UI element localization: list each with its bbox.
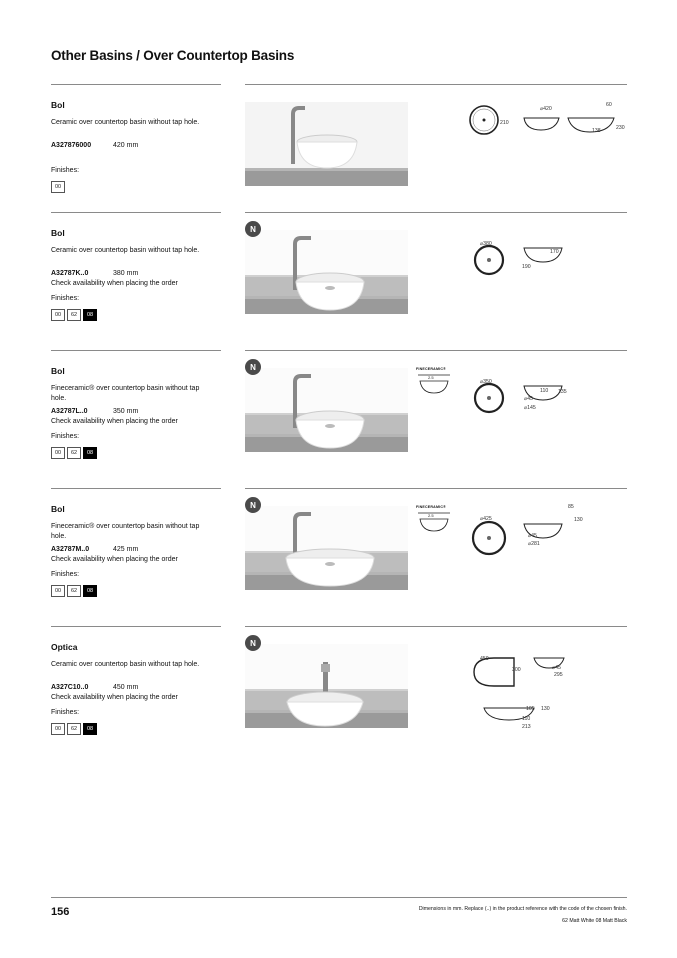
dimension-label: 60 xyxy=(606,102,612,108)
product-reference: A327876000 xyxy=(51,142,92,149)
finish-swatches xyxy=(51,447,97,459)
dimension-label: ⌀420 xyxy=(540,106,552,112)
product-reference-line xyxy=(51,141,138,151)
product-name: Bol xyxy=(51,100,65,110)
finish-swatches xyxy=(51,181,65,193)
dimension-label: 230 xyxy=(616,125,625,131)
product-reference: A32787M..0 xyxy=(51,546,90,553)
product-section xyxy=(51,350,627,488)
product-name: Bol xyxy=(51,228,65,238)
dimension-label: ⌀45 xyxy=(528,533,537,539)
dimension-label: ⌀425 xyxy=(480,516,492,522)
dimension-label: 130 xyxy=(541,706,550,712)
technical-drawing xyxy=(464,638,627,733)
dimension-label: 110 xyxy=(522,716,531,722)
svg-text:2.5: 2.5 xyxy=(428,375,434,380)
dimension-drawing xyxy=(464,96,627,191)
finish-swatches xyxy=(51,723,97,735)
svg-text:2.5: 2.5 xyxy=(428,513,434,518)
dimension-label: 213 xyxy=(522,724,531,730)
dimension-label: 138 xyxy=(592,128,601,134)
product-reference: A32787L..0 xyxy=(51,408,88,415)
page-number: 156 xyxy=(51,906,70,918)
dimension-label: 85 xyxy=(568,504,574,510)
product-description: Ceramic over countertop basin without tap hole. xyxy=(51,661,200,668)
finish-swatch-00[interactable]: 00 xyxy=(51,585,65,597)
finish-swatch-00[interactable]: 00 xyxy=(51,309,65,321)
finish-swatch-00[interactable]: 00 xyxy=(51,181,65,193)
product-size: 450 mm xyxy=(113,684,139,691)
finish-swatch-62[interactable]: 62 xyxy=(67,309,81,321)
product-reference: A327C10..0 xyxy=(51,684,89,691)
finish-swatch-62[interactable]: 62 xyxy=(67,447,81,459)
section-divider xyxy=(467,84,627,85)
product-photo xyxy=(245,368,408,452)
new-badge: N xyxy=(245,359,261,375)
product-photo xyxy=(245,506,408,590)
product-name: Bol xyxy=(51,366,65,376)
product-description: Ceramic over countertop basin without tap hole. xyxy=(51,247,200,254)
product-size: 380 mm xyxy=(113,270,139,277)
footer-divider xyxy=(51,897,627,898)
finish-legend: 62 Matt White 08 Matt Black xyxy=(562,918,627,924)
section-divider xyxy=(51,488,221,489)
product-description: Ceramic over countertop basin without tap hole. xyxy=(51,119,200,126)
product-description: Fineceramic® over countertop basin without tap hole. xyxy=(51,385,200,402)
product-name: Bol xyxy=(51,504,65,514)
dimension-label: 300 xyxy=(512,667,521,673)
product-reference: A32787K..0 xyxy=(51,270,89,277)
product-reference-line xyxy=(51,269,178,289)
product-name: Optica xyxy=(51,642,78,652)
dimension-label: ⌀45 xyxy=(552,665,561,671)
product-photo xyxy=(245,230,408,314)
finishes-label: Finishes: xyxy=(51,571,80,578)
page-title: Other Basins / Over Countertop Basins xyxy=(51,48,295,63)
finish-swatch-08[interactable]: 08 xyxy=(83,309,97,321)
finish-swatch-00[interactable]: 00 xyxy=(51,723,65,735)
section-divider xyxy=(51,212,221,213)
dimension-label: 170 xyxy=(550,249,559,255)
product-section xyxy=(51,84,627,222)
section-divider xyxy=(467,626,627,627)
product-section xyxy=(51,212,627,350)
section-divider xyxy=(245,350,469,351)
dimension-label: 450 xyxy=(480,656,489,662)
dimension-label: 135 xyxy=(558,389,567,395)
product-reference-line xyxy=(51,545,178,565)
new-badge: N xyxy=(245,221,261,237)
new-badge: N xyxy=(245,635,261,651)
product-section xyxy=(51,626,627,764)
section-divider xyxy=(245,212,469,213)
availability-note: Check availability when placing the order xyxy=(51,694,178,701)
product-size: 420 mm xyxy=(113,142,139,149)
availability-note: Check availability when placing the order xyxy=(51,418,178,425)
fineceramic-logo xyxy=(416,505,452,539)
finish-swatch-62[interactable]: 62 xyxy=(67,585,81,597)
fineceramic-logo xyxy=(416,367,452,401)
section-divider xyxy=(51,84,221,85)
dimension-drawing xyxy=(464,500,627,595)
dimension-drawing xyxy=(464,638,627,733)
section-divider xyxy=(51,350,221,351)
dimension-drawing xyxy=(464,362,627,457)
dimension-label: 130 xyxy=(574,517,583,523)
finishes-label: Finishes: xyxy=(51,167,80,174)
dimension-drawing xyxy=(464,224,627,319)
finishes-label: Finishes: xyxy=(51,295,80,302)
finishes-label: Finishes: xyxy=(51,433,80,440)
technical-drawing xyxy=(464,224,627,319)
dimension-label: ⌀350 xyxy=(480,379,492,385)
section-divider xyxy=(245,488,469,489)
dimension-label: 110 xyxy=(540,388,549,394)
finish-swatch-08[interactable]: 08 xyxy=(83,585,97,597)
finish-swatch-08[interactable]: 08 xyxy=(83,723,97,735)
product-size: 425 mm xyxy=(113,546,139,553)
finishes-label: Finishes: xyxy=(51,709,80,716)
technical-drawing xyxy=(464,500,627,595)
section-divider xyxy=(245,84,469,85)
technical-drawing xyxy=(464,96,627,191)
footer-note: Dimensions in mm. Replace (..) in the product reference with the code of the chosen finish. xyxy=(418,906,627,912)
product-size: 350 mm xyxy=(113,408,139,415)
availability-note: Check availability when placing the order xyxy=(51,556,178,563)
section-divider xyxy=(467,350,627,351)
brand-mark-text: FINECERAMIC® xyxy=(416,505,447,509)
dimension-label: 105 xyxy=(526,706,535,712)
dimension-label: ⌀145 xyxy=(524,405,536,411)
finish-swatch-62[interactable]: 62 xyxy=(67,723,81,735)
finish-swatches xyxy=(51,309,97,321)
basin-section-icon xyxy=(416,367,452,401)
dimension-label: ⌀380 xyxy=(480,241,492,247)
product-description: Fineceramic® over countertop basin without tap hole. xyxy=(51,523,200,540)
finish-swatch-00[interactable]: 00 xyxy=(51,447,65,459)
availability-note: Check availability when placing the order xyxy=(51,280,178,287)
product-reference-line xyxy=(51,407,178,427)
finish-swatches xyxy=(51,585,97,597)
technical-drawing xyxy=(464,362,627,457)
product-reference-line xyxy=(51,683,178,703)
dimension-label: ⌀45 xyxy=(524,396,533,402)
new-badge: N xyxy=(245,497,261,513)
dimension-label: ⌀281 xyxy=(528,541,540,547)
product-photo xyxy=(245,102,408,186)
brand-mark-text: FINECERAMIC® xyxy=(416,367,447,371)
basin-section-icon xyxy=(416,505,452,539)
finish-swatch-08[interactable]: 08 xyxy=(83,447,97,459)
dimension-label: 210 xyxy=(500,120,509,126)
dimension-label: 295 xyxy=(554,672,563,678)
product-photo xyxy=(245,644,408,728)
section-divider xyxy=(467,212,627,213)
section-divider xyxy=(245,626,469,627)
dimension-label: 190 xyxy=(522,264,531,270)
product-section xyxy=(51,488,627,626)
section-divider xyxy=(467,488,627,489)
section-divider xyxy=(51,626,221,627)
